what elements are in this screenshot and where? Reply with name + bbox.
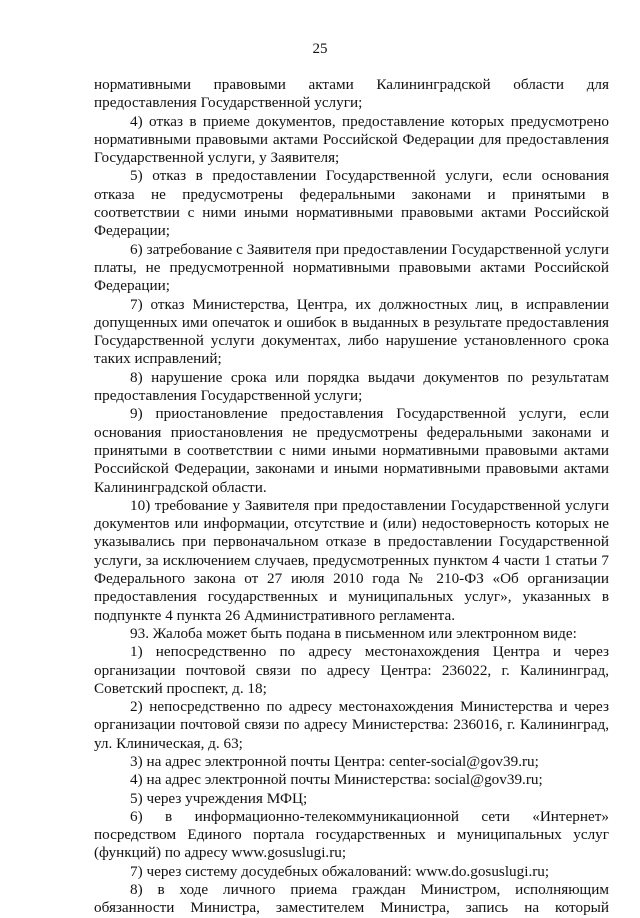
paragraph-item-5: 5) отказ в предоставлении Государственной услуги, если основания отказа не предусмотрены федеральными законами и принятыми в соответствии с ними иными нормативными правовыми актами Российской Федерации;	[94, 167, 609, 240]
paragraph-mfc: 5) через учреждения МФЦ;	[130, 789, 308, 807]
paragraph-item-7: 7) отказ Министерства, Центра, их должностных лиц, в исправлении допущенных ими опечаток и ошибок в выданных в результате предоставления Государственной услуги документах, либо нарушение установленного срока таких исправлений;	[94, 295, 609, 368]
paragraph-email-ministry: 4) на адрес электронной почты Министерства: social@gov39.ru;	[130, 771, 543, 789]
paragraph-personal-reception: 8) в ходе личного приема граждан Министром, исполняющим обязанности Министра, заместителем Министра, запись на который	[94, 881, 609, 917]
paragraph-address-center: 1) непосредственно по адресу местонахождения Центра и через организации почтовой связи по адресу Центра: 236022, г. Калининград, Советский проспект, д. 18;	[94, 643, 609, 697]
paragraph-section-93: 93. Жалоба может быть подана в письменном или электронном виде:	[130, 624, 577, 642]
paragraph-item-8: 8) нарушение срока или порядка выдачи документов по результатам предоставления Государственной услуги;	[94, 368, 609, 405]
paragraph-item-6: 6) затребование с Заявителя при предоставлении Государственной услуги платы, не предусмотренной нормативными правовыми актами Российской Федерации;	[94, 240, 609, 295]
paragraph-item-10: 10) требование у Заявителя при предоставлении Государственной услуги документов или информации, отсутствие и (или) недостоверность которых не указывались при первоначальном отказе в предоставлении Государственной услуги, за исключением случаев, предусмотренных пунктом 4 части 1 статьи 7 Федерального закона от 27 июля 2010 года № 210-ФЗ «Об организации предоставления государственных и муниципальных услуг», указанных в подпункте 4 пункта 26 Административного регламента.	[94, 496, 609, 624]
paragraph-email-center: 3) на адрес электронной почты Центра: center-social@gov39.ru;	[130, 752, 539, 770]
paragraph-item-4: 4) отказ в приеме документов, предоставление которых предусмотрено нормативными правовыми актами Российской Федерации для предоставления Государственной услуги, у Заявителя;	[94, 112, 609, 167]
paragraph-pretrial-system: 7) через систему досудебных обжалований: www.do.gosuslugi.ru;	[130, 862, 550, 880]
paragraph-item-9: 9) приостановление предоставления Государственной услуги, если основания приостановления не предусмотрены федеральными законами и принятыми в соответствии с ними иными нормативными правовыми актами Российской Федерации, законами и иными нормативными правовыми актами Калининградской области.	[94, 405, 609, 496]
paragraph-address-ministry: 2) непосредственно по адресу местонахождения Министерства и через организации почтовой связи по адресу Министерства: 236016, г. Калининград, ул. Клиническая, д. 63;	[94, 698, 609, 752]
paragraph-continuation: нормативными правовыми актами Калининградской области для предоставления Государственной услуги;	[94, 76, 609, 112]
page-number: 25	[312, 41, 328, 57]
paragraph-internet-portal: 6) в информационно-телекоммуникационной сети «Интернет» посредством Единого портала государственных и муниципальных услуг (функций) по адресу www.gosuslugi.ru;	[94, 807, 609, 862]
document-body	[94, 76, 609, 918]
